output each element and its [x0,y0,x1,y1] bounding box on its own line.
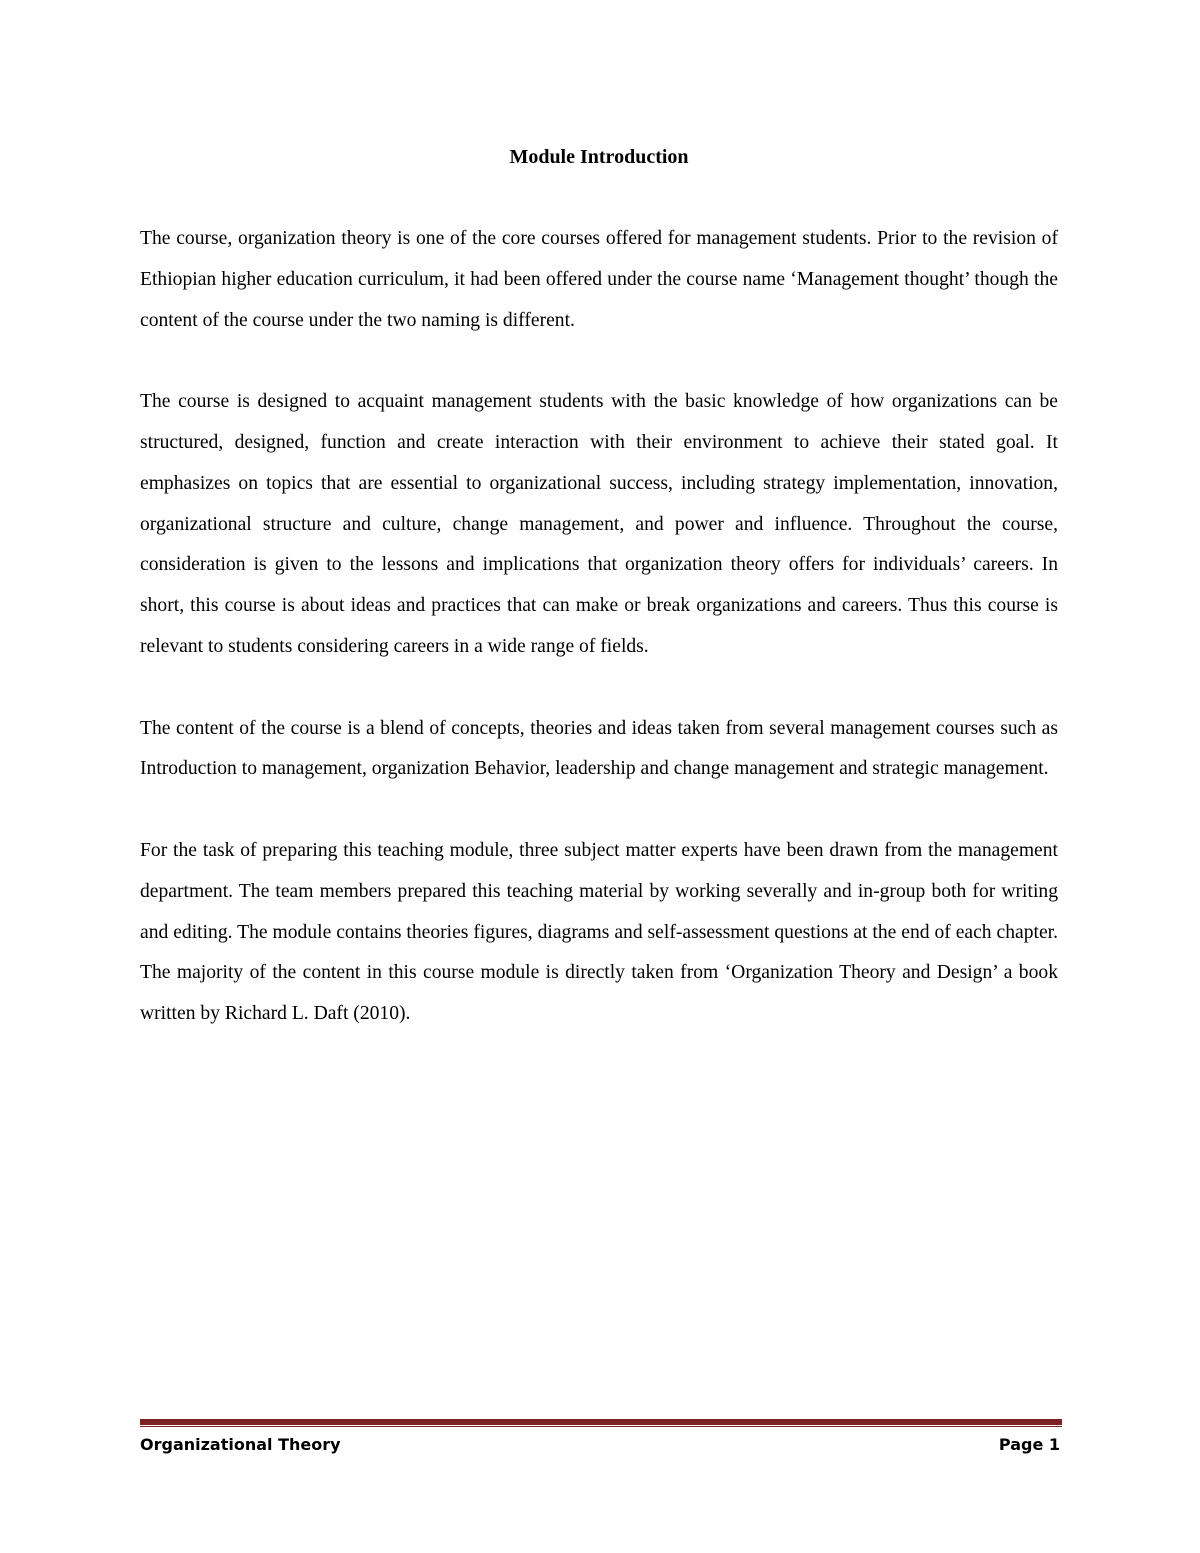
footer-rule [140,1419,1062,1425]
paragraph-3: The content of the course is a blend of concepts, theories and ideas taken from several management courses such as Introduction to management, organization Behavior, leadership and change management and strategic management. [140,717,1058,780]
paragraph-2: The course is designed to acquaint management students with the basic knowledge of how organizations can be structured, designed, function and create interaction with their environment to achieve their stated goal. It emphasizes on topics that are essential to organizational success, including strategy implementation, innovation, organizational structure and culture, change management, and power and influence. Throughout the course, consideration is given to the lessons and implications that organization theory offers for individuals’ careers. In short, this course is about ideas and practices that can make or break organizations and careers. Thus this course is relevant to students considering careers in a wide range of fields. [140,391,1058,657]
body-text [140,219,1058,1076]
paragraph-4: For the task of preparing this teaching module, three subject matter experts have been drawn from the management department. The team members prepared this teaching material by working severally and in-group both for writing and editing. The module contains theories figures, diagrams and self-assessment questions at the end of each chapter. The majority of the content in this course module is directly taken from ‘Organization Theory and Design’ a book written by Richard L. Daft (2010). [140,839,1058,1025]
paragraph-1: The course, organization theory is one of the core courses offered for management students. Prior to the revision of Ethiopian higher education curriculum, it had been offered under the course name ‘Management thought’ though the content of the course under the two naming is different. [140,228,1058,331]
page-title: Module Introduction [509,146,689,168]
footer-rule-thin [140,1426,1062,1427]
footer-title: Organizational Theory [140,1435,341,1454]
page-number: Page 1 [998,1435,1060,1454]
